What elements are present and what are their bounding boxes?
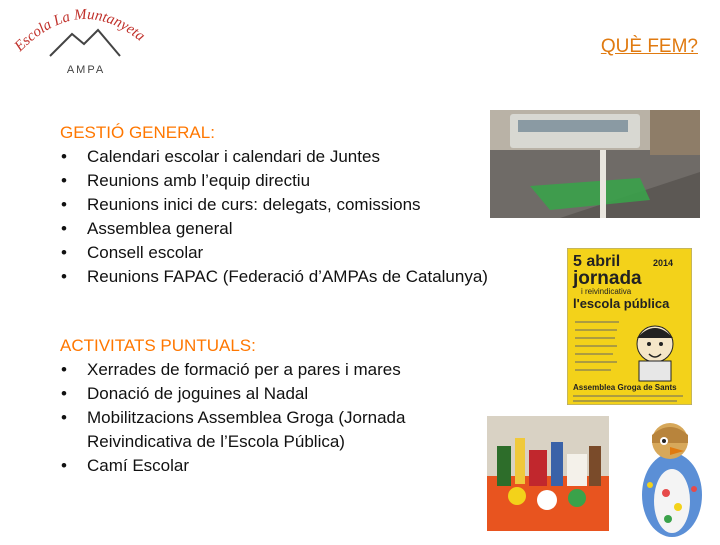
section-activities-list (60, 358, 480, 478)
jornada-poster (567, 248, 692, 405)
section-activities (60, 334, 480, 478)
list-item: • Consell escolar (60, 241, 488, 265)
list-item: • Assemblea general (60, 217, 488, 241)
poster-line1: jornada (573, 268, 642, 289)
poster-date: 5 abril (573, 253, 621, 270)
list-item: • Donació de joguines al Nadal (60, 382, 480, 406)
section-activities-heading: ACTIVITATS PUNTUALS: (60, 336, 256, 355)
page-title: QUÈ FEM? (600, 36, 698, 57)
section-general-list (60, 145, 488, 289)
section-general-heading: GESTIÓ GENERAL: (60, 123, 215, 142)
logo-subtext: AMPA (66, 64, 106, 76)
list-item: • Reunions inici de curs: delegats, comissions (60, 193, 488, 217)
poster-footer: Assemblea Groga de Sants (573, 383, 677, 392)
logo-arc-text: Escola La Muntanyeta (11, 6, 148, 55)
list-item: • Mobilitzacions Assemblea Groga (Jornada Reivindicativa de l’Escola Pública) (60, 406, 480, 454)
svg-text:Escola La Muntanyeta (11, 7, 148, 56)
poster-year: 2014 (653, 258, 674, 268)
street-photo (490, 110, 700, 218)
list-item: • Reunions FAPAC (Federació d’AMPAs de Catalunya) (60, 265, 488, 289)
list-item: • Camí Escolar (60, 454, 480, 478)
list-item: • Xerrades de formació per a pares i mares (60, 358, 480, 382)
section-general (60, 121, 488, 289)
poster-line2: i reivindicativa (581, 287, 632, 296)
penguin-figure (630, 415, 712, 540)
poster-line3: l'escola pública (573, 296, 670, 311)
list-item: • Calendari escolar i calendari de Juntes (60, 145, 488, 169)
toys-photo (487, 416, 609, 531)
list-item: • Reunions amb l’equip directiu (60, 169, 488, 193)
ampa-logo (10, 4, 160, 78)
